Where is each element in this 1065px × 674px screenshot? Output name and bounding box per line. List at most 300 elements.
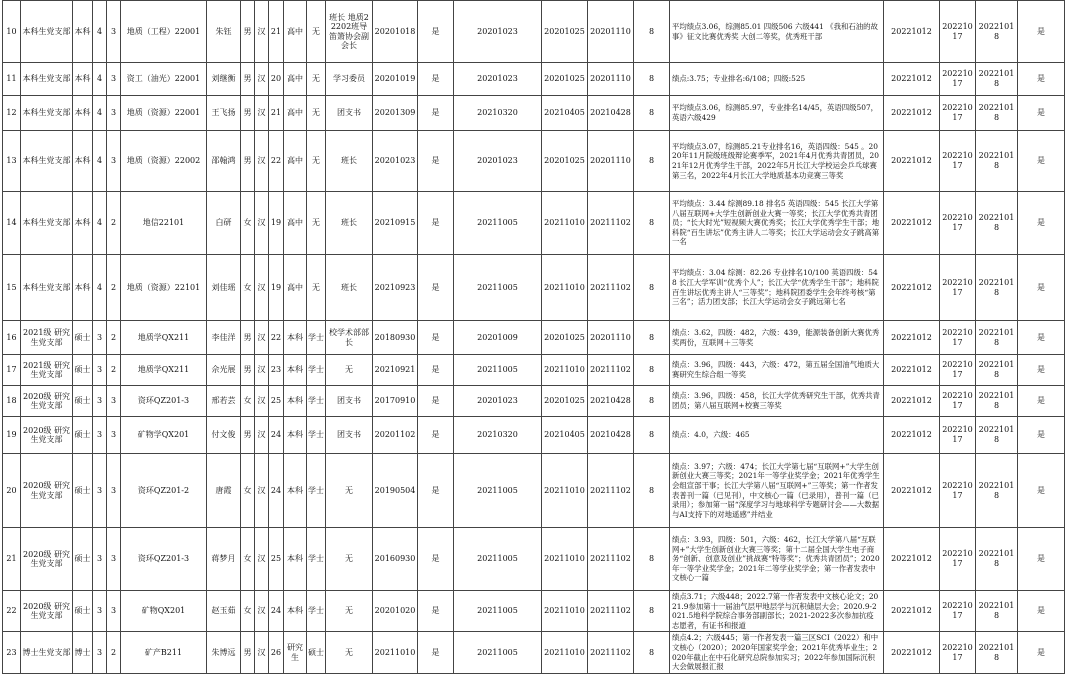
student-name: 佘光展 [207, 355, 241, 386]
achievements-note: 绩点4.2；六级445；第一作者发表一篇三区SCI（2022）和中文核心（2020）；2020年国家奖学金；2021年优秀毕业生；2020年截止在中石化研究总院参加实习；2022年参加国际沉积大会做展报汇报 [670, 632, 884, 673]
ethnicity: 汉 [255, 192, 269, 255]
date-training: 20201025 [542, 321, 588, 355]
date-review: 20210428 [588, 96, 634, 131]
date-approval: 20221018 [976, 528, 1018, 591]
student-name: 朱钰 [207, 1, 241, 63]
date-training: 20211010 [542, 632, 588, 673]
row-number: 13 [3, 131, 21, 192]
ethnicity: 汉 [255, 591, 269, 632]
date-review: 20211102 [588, 591, 634, 632]
grade: 3 [93, 454, 107, 528]
class-name: 地质学QX211 [121, 355, 207, 386]
degree: 无 [307, 255, 326, 321]
degree: 无 [307, 1, 326, 63]
achievements-note: 绩点：4.0，六级：465 [670, 417, 884, 454]
date-publicity: 20221017 [940, 96, 976, 131]
grade: 4 [93, 131, 107, 192]
years: 3 [107, 386, 121, 417]
row-number: 10 [3, 1, 21, 63]
gender: 男 [241, 131, 255, 192]
final-flag: 是 [1018, 355, 1065, 386]
date-training: 20211010 [542, 454, 588, 528]
final-flag: 是 [1018, 417, 1065, 454]
achievements-note: 绩点3.71；六级448；2022.7第一作者发表中文核心论文；2021.9参加第十一届油气层甲地层学与沉积储层大会；2020.9-2021.5地科学院综合事务部副部长；2021-2022多次参加抗疫志愿者，有证书和报道 [670, 591, 884, 632]
training-hours: 8 [634, 96, 670, 131]
date-development: 20221012 [884, 632, 940, 673]
application-date: 20201020 [373, 591, 418, 632]
date-approval: 20221018 [976, 96, 1018, 131]
achievements-note: 绩点:3.75；专业排名:6/108；四级:525 [670, 63, 884, 96]
date-review: 20210428 [588, 417, 634, 454]
education-level: 本科 [73, 131, 93, 192]
training-hours: 8 [634, 63, 670, 96]
ethnicity: 汉 [255, 63, 269, 96]
date-review: 20201110 [588, 131, 634, 192]
prior-education: 高中 [284, 192, 307, 255]
date-publicity: 20221017 [940, 591, 976, 632]
student-name: 赵玉茹 [207, 591, 241, 632]
grade: 4 [93, 1, 107, 63]
date-review: 20201110 [588, 1, 634, 63]
date-training: 20201025 [542, 131, 588, 192]
date-development: 20221012 [884, 192, 940, 255]
training-hours: 8 [634, 192, 670, 255]
date-approval: 20221018 [976, 386, 1018, 417]
achievements-note: 平均绩点：3.04 综测：82.26 专业排名10/100 英语四级：548 长江大学军训“优秀个人”；长江大学“优秀学生干部”；地科院百生讲坛优秀主讲人“三等奖”；地科院团委学生会年终考核“第三名”；活力团支部；长江大学运动会女子跳远第七名 [670, 255, 884, 321]
age: 24 [269, 454, 284, 528]
degree: 学士 [307, 417, 326, 454]
gender: 女 [241, 192, 255, 255]
approved-flag: 是 [418, 1, 454, 63]
age: 21 [269, 1, 284, 63]
row-number: 18 [3, 386, 21, 417]
education-level: 硕士 [73, 591, 93, 632]
application-date: 20210915 [373, 192, 418, 255]
table-row [3, 321, 1065, 355]
student-role: 无 [326, 454, 373, 528]
date-activist: 20211005 [454, 192, 542, 255]
degree: 无 [307, 63, 326, 96]
member-table [2, 0, 1065, 674]
date-development: 20221012 [884, 63, 940, 96]
ethnicity: 汉 [255, 131, 269, 192]
class-name: 矿产B211 [121, 632, 207, 673]
application-date: 20160930 [373, 528, 418, 591]
education-level: 硕士 [73, 454, 93, 528]
student-role: 无 [326, 591, 373, 632]
grade: 4 [93, 192, 107, 255]
training-hours: 8 [634, 454, 670, 528]
party-branch: 2020级 研究生党支部 [21, 417, 73, 454]
approved-flag: 是 [418, 96, 454, 131]
date-training: 20211010 [542, 192, 588, 255]
prior-education: 高中 [284, 131, 307, 192]
age: 23 [269, 355, 284, 386]
gender: 男 [241, 355, 255, 386]
application-date: 20201023 [373, 131, 418, 192]
date-publicity: 20221017 [940, 321, 976, 355]
date-activist: 20211005 [454, 632, 542, 673]
gender: 男 [241, 96, 255, 131]
date-training: 20211010 [542, 528, 588, 591]
date-review: 20211102 [588, 454, 634, 528]
date-activist: 20211005 [454, 355, 542, 386]
gender: 女 [241, 386, 255, 417]
date-activist: 20211005 [454, 528, 542, 591]
date-activist: 20201023 [454, 131, 542, 192]
prior-education: 本科 [284, 454, 307, 528]
party-branch: 本科生党支部 [21, 255, 73, 321]
class-name: 矿物QX201 [121, 591, 207, 632]
degree: 无 [307, 131, 326, 192]
prior-education: 高中 [284, 63, 307, 96]
date-development: 20221012 [884, 131, 940, 192]
table-row [3, 528, 1065, 591]
row-number: 14 [3, 192, 21, 255]
row-number: 16 [3, 321, 21, 355]
education-level: 博士 [73, 632, 93, 673]
date-development: 20221012 [884, 355, 940, 386]
student-name: 唐霞 [207, 454, 241, 528]
approved-flag: 是 [418, 131, 454, 192]
student-name: 邵翰鸿 [207, 131, 241, 192]
education-level: 本科 [73, 63, 93, 96]
prior-education: 本科 [284, 355, 307, 386]
row-number: 20 [3, 454, 21, 528]
student-role: 团支书 [326, 386, 373, 417]
date-publicity: 20221017 [940, 63, 976, 96]
years: 3 [107, 1, 121, 63]
table-row [3, 192, 1065, 255]
date-publicity: 20221017 [940, 192, 976, 255]
prior-education: 高中 [284, 1, 307, 63]
table-row [3, 1, 1065, 63]
final-flag: 是 [1018, 192, 1065, 255]
gender: 男 [241, 417, 255, 454]
approved-flag: 是 [418, 355, 454, 386]
final-flag: 是 [1018, 632, 1065, 673]
student-name: 付文俊 [207, 417, 241, 454]
row-number: 23 [3, 632, 21, 673]
training-hours: 8 [634, 131, 670, 192]
years: 3 [107, 528, 121, 591]
date-activist: 20210320 [454, 417, 542, 454]
party-branch: 2020级 研究生党支部 [21, 591, 73, 632]
date-training: 20211010 [542, 255, 588, 321]
date-training: 20201025 [542, 63, 588, 96]
class-name: 地质（工程）22001 [121, 1, 207, 63]
date-publicity: 20221017 [940, 386, 976, 417]
date-review: 20201110 [588, 321, 634, 355]
years: 2 [107, 192, 121, 255]
date-training: 20210405 [542, 417, 588, 454]
date-approval: 20221018 [976, 192, 1018, 255]
achievements-note: 绩点：3.96，四级：443，六级：472，第五届全国油气地质大赛研究生综合组一等奖 [670, 355, 884, 386]
table-row [3, 632, 1065, 673]
party-branch: 博士生党支部 [21, 632, 73, 673]
student-name: 白研 [207, 192, 241, 255]
date-training: 20201025 [542, 386, 588, 417]
approved-flag: 是 [418, 591, 454, 632]
class-name: 矿物学QX201 [121, 417, 207, 454]
date-approval: 20221018 [976, 1, 1018, 63]
party-branch: 2020级 研究生党支部 [21, 454, 73, 528]
date-approval: 20221018 [976, 131, 1018, 192]
final-flag: 是 [1018, 321, 1065, 355]
application-date: 20180930 [373, 321, 418, 355]
gender: 男 [241, 321, 255, 355]
degree: 硕士 [307, 632, 326, 673]
grade: 3 [93, 355, 107, 386]
application-date: 20170910 [373, 386, 418, 417]
application-date: 20210921 [373, 355, 418, 386]
student-name: 刘继衡 [207, 63, 241, 96]
grade: 3 [93, 321, 107, 355]
date-publicity: 20221017 [940, 355, 976, 386]
class-name: 资环QZ201-3 [121, 386, 207, 417]
final-flag: 是 [1018, 131, 1065, 192]
date-activist: 20211005 [454, 591, 542, 632]
gender: 男 [241, 63, 255, 96]
date-publicity: 20221017 [940, 255, 976, 321]
achievements-note: 绩点：3.93，四级：501，六级：462，长江大学第八届“互联网+”大学生创新创业大赛三等奖；第十二届全国大学生电子商务“创新、创意及创业”挑战赛“特等奖”；优秀共青团员”；2020年一等学业奖学金；2021年二等学业奖学金；第一作者发表中文核心一篇 [670, 528, 884, 591]
ethnicity: 汉 [255, 321, 269, 355]
degree: 学士 [307, 591, 326, 632]
student-role: 班长 [326, 255, 373, 321]
years: 3 [107, 591, 121, 632]
date-review: 20201110 [588, 63, 634, 96]
table-row [3, 255, 1065, 321]
date-review: 20211102 [588, 528, 634, 591]
prior-education: 本科 [284, 417, 307, 454]
grade: 3 [93, 591, 107, 632]
achievements-note: 平均绩点：3.44 综测89.18 排名5 英语四级：545 长江大学第八届互联网+大学生创新创业大赛一等奖；长江大学优秀共青团员；“长大时光”短视频大赛优秀奖；长江大学优秀学生干部；地科院“百生讲坛”优秀主讲人二等奖；长江大学运动会女子跳高第一名 [670, 192, 884, 255]
approved-flag: 是 [418, 386, 454, 417]
age: 24 [269, 591, 284, 632]
date-training: 20210405 [542, 96, 588, 131]
student-name: 蒋梦月 [207, 528, 241, 591]
years: 2 [107, 255, 121, 321]
age: 22 [269, 321, 284, 355]
ethnicity: 汉 [255, 355, 269, 386]
age: 25 [269, 528, 284, 591]
training-hours: 8 [634, 386, 670, 417]
student-name: 刘佳瑶 [207, 255, 241, 321]
date-approval: 20221018 [976, 632, 1018, 673]
table-row [3, 355, 1065, 386]
table-row [3, 417, 1065, 454]
date-development: 20221012 [884, 454, 940, 528]
approved-flag: 是 [418, 255, 454, 321]
years: 3 [107, 63, 121, 96]
date-development: 20221012 [884, 528, 940, 591]
date-development: 20221012 [884, 591, 940, 632]
party-branch: 2020级 研究生党支部 [21, 528, 73, 591]
application-date: 20201309 [373, 96, 418, 131]
student-role: 校学术部部长 [326, 321, 373, 355]
education-level: 硕士 [73, 417, 93, 454]
class-name: 地质（资源）22001 [121, 96, 207, 131]
degree: 学士 [307, 528, 326, 591]
application-date: 20211010 [373, 632, 418, 673]
class-name: 资环QZ201-3 [121, 528, 207, 591]
party-branch: 本科生党支部 [21, 1, 73, 63]
prior-education: 研究生 [284, 632, 307, 673]
student-name: 邢若芸 [207, 386, 241, 417]
class-name: 资工（油光）22001 [121, 63, 207, 96]
degree: 无 [307, 192, 326, 255]
application-date: 20201018 [373, 1, 418, 63]
date-activist: 20201023 [454, 386, 542, 417]
degree: 学士 [307, 321, 326, 355]
party-branch: 本科生党支部 [21, 192, 73, 255]
row-number: 22 [3, 591, 21, 632]
class-name: 地质学QX211 [121, 321, 207, 355]
achievements-note: 绩点：3.96，四级：458，长江大学优秀研究生干部，优秀共青团员；第八届互联网+校赛三等奖 [670, 386, 884, 417]
approved-flag: 是 [418, 63, 454, 96]
date-development: 20221012 [884, 255, 940, 321]
row-number: 15 [3, 255, 21, 321]
prior-education: 高中 [284, 255, 307, 321]
class-name: 地质（资源）22101 [121, 255, 207, 321]
training-hours: 8 [634, 417, 670, 454]
table-row [3, 131, 1065, 192]
final-flag: 是 [1018, 454, 1065, 528]
ethnicity: 汉 [255, 528, 269, 591]
student-role: 无 [326, 632, 373, 673]
degree: 无 [307, 96, 326, 131]
grade: 4 [93, 96, 107, 131]
date-training: 20201025 [542, 1, 588, 63]
training-hours: 8 [634, 255, 670, 321]
date-review: 20211102 [588, 355, 634, 386]
table-row [3, 63, 1065, 96]
gender: 女 [241, 255, 255, 321]
party-branch: 2021级 研究生党支部 [21, 321, 73, 355]
table-row [3, 591, 1065, 632]
prior-education: 本科 [284, 321, 307, 355]
age: 26 [269, 632, 284, 673]
class-name: 地信22101 [121, 192, 207, 255]
education-level: 本科 [73, 255, 93, 321]
row-number: 12 [3, 96, 21, 131]
table-row [3, 96, 1065, 131]
age: 22 [269, 131, 284, 192]
application-date: 20201019 [373, 63, 418, 96]
party-branch: 本科生党支部 [21, 96, 73, 131]
training-hours: 8 [634, 632, 670, 673]
application-date: 20190504 [373, 454, 418, 528]
gender: 女 [241, 454, 255, 528]
age: 25 [269, 386, 284, 417]
degree: 学士 [307, 386, 326, 417]
table-row [3, 386, 1065, 417]
date-approval: 20221018 [976, 591, 1018, 632]
grade: 3 [93, 386, 107, 417]
row-number: 17 [3, 355, 21, 386]
degree: 学士 [307, 355, 326, 386]
training-hours: 8 [634, 528, 670, 591]
approved-flag: 是 [418, 192, 454, 255]
gender: 女 [241, 528, 255, 591]
education-level: 硕士 [73, 321, 93, 355]
approved-flag: 是 [418, 417, 454, 454]
achievements-note: 绩点：3.62，四级：482，六级：439，能源装备创新大赛优秀奖两份，互联网＋三等奖 [670, 321, 884, 355]
student-name: 朱博远 [207, 632, 241, 673]
ethnicity: 汉 [255, 632, 269, 673]
approved-flag: 是 [418, 632, 454, 673]
final-flag: 是 [1018, 528, 1065, 591]
date-activist: 20210320 [454, 96, 542, 131]
date-approval: 20221018 [976, 63, 1018, 96]
final-flag: 是 [1018, 96, 1065, 131]
age: 21 [269, 96, 284, 131]
date-publicity: 20221017 [940, 1, 976, 63]
date-activist: 20211005 [454, 454, 542, 528]
student-role: 班长 地质22202班导 笛箫协会副会长 [326, 1, 373, 63]
date-publicity: 20221017 [940, 417, 976, 454]
class-name: 地质（资源）22002 [121, 131, 207, 192]
age: 24 [269, 417, 284, 454]
final-flag: 是 [1018, 591, 1065, 632]
student-role: 团支书 [326, 417, 373, 454]
student-role: 班长 [326, 131, 373, 192]
application-date: 20201102 [373, 417, 418, 454]
date-development: 20221012 [884, 417, 940, 454]
date-approval: 20221018 [976, 417, 1018, 454]
date-publicity: 20221017 [940, 632, 976, 673]
date-activist: 20211005 [454, 255, 542, 321]
final-flag: 是 [1018, 386, 1065, 417]
years: 3 [107, 96, 121, 131]
party-branch: 2020级 研究生党支部 [21, 386, 73, 417]
date-development: 20221012 [884, 1, 940, 63]
final-flag: 是 [1018, 1, 1065, 63]
achievements-note: 平均绩点3.06，综测85.97，专业排名14/45，英语四级507，英语六级429 [670, 96, 884, 131]
application-date: 20210923 [373, 255, 418, 321]
date-review: 20211102 [588, 632, 634, 673]
date-approval: 20221018 [976, 454, 1018, 528]
final-flag: 是 [1018, 63, 1065, 96]
row-number: 11 [3, 63, 21, 96]
date-review: 20211102 [588, 192, 634, 255]
row-number: 19 [3, 417, 21, 454]
final-flag: 是 [1018, 255, 1065, 321]
approved-flag: 是 [418, 454, 454, 528]
prior-education: 本科 [284, 591, 307, 632]
date-activist: 20201009 [454, 321, 542, 355]
years: 2 [107, 632, 121, 673]
date-approval: 20221018 [976, 255, 1018, 321]
date-publicity: 20221017 [940, 528, 976, 591]
approved-flag: 是 [418, 321, 454, 355]
prior-education: 本科 [284, 386, 307, 417]
education-level: 本科 [73, 96, 93, 131]
ethnicity: 汉 [255, 255, 269, 321]
grade: 4 [93, 63, 107, 96]
student-role: 无 [326, 355, 373, 386]
date-review: 20211102 [588, 255, 634, 321]
date-training: 20211010 [542, 591, 588, 632]
education-level: 硕士 [73, 386, 93, 417]
student-name: 王飞扬 [207, 96, 241, 131]
date-development: 20221012 [884, 96, 940, 131]
grade: 4 [93, 255, 107, 321]
grade: 3 [93, 528, 107, 591]
gender: 男 [241, 1, 255, 63]
education-level: 硕士 [73, 355, 93, 386]
student-role: 学习委员 [326, 63, 373, 96]
